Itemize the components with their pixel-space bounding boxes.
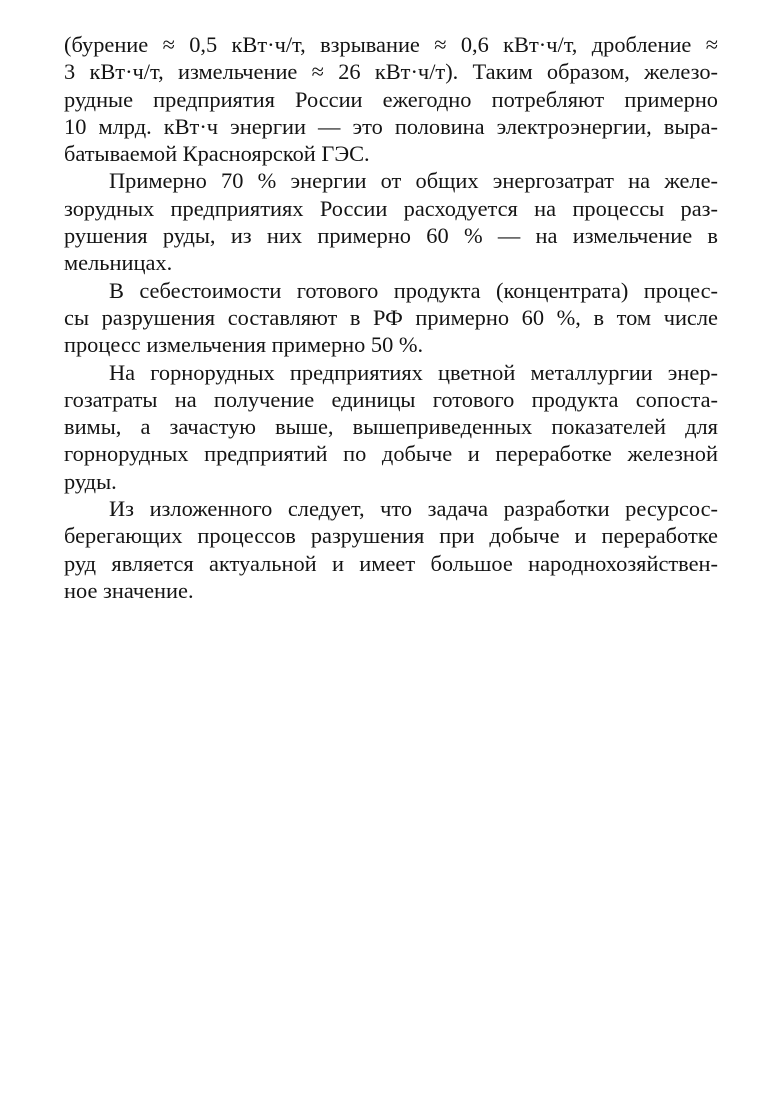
text-line: сы разрушения составляют в РФ примерно 60 %, в том числе xyxy=(64,304,718,330)
document-page xyxy=(64,31,718,604)
text-line: гозатраты на получение единицы готового продукта сопоста- xyxy=(64,386,718,412)
text-line: руд является актуальной и имеет большое народнохозяйствен- xyxy=(64,550,718,576)
text-line: рушения руды, из них примерно 60 % — на измельчение в xyxy=(64,223,718,249)
text-line: рудные предприятия России ежегодно потребляют примерно xyxy=(64,86,718,112)
text-line: руды. xyxy=(64,468,117,494)
paragraph-cost-share xyxy=(64,277,718,359)
paragraph-nonferrous xyxy=(64,359,718,495)
paragraph-conclusion xyxy=(64,495,718,604)
text-line: На горнорудных предприятиях цветной металлургии энер- xyxy=(109,359,718,385)
text-line: 10 млрд. кВт·ч энергии — это половина электроэнергии, выра- xyxy=(64,113,718,139)
text-line: зорудных предприятиях России расходуется на процессы раз- xyxy=(64,195,718,221)
paragraph-energy-consumption xyxy=(64,31,718,167)
text-line: 3 кВт·ч/т, измельчение ≈ 26 кВт·ч/т). Таким образом, железо- xyxy=(64,59,718,85)
text-line: горнорудных предприятий по добыче и переработке железной xyxy=(64,441,718,467)
text-line: (бурение ≈ 0,5 кВт·ч/т, взрывание ≈ 0,6 кВт·ч/т, дробление ≈ xyxy=(64,32,718,57)
text-line: В себестоимости готового продукта (концентрата) процес- xyxy=(109,277,718,303)
text-line: Примерно 70 % энергии от общих энергозатрат на желе- xyxy=(109,168,718,194)
text-line: мельницах. xyxy=(64,250,173,276)
text-line: берегающих процессов разрушения при добыче и переработке xyxy=(64,523,718,549)
paragraph-destruction-share xyxy=(64,167,718,276)
text-line: Из изложенного следует, что задача разработки ресурсос- xyxy=(109,496,718,522)
text-line: процесс измельчения примерно 50 %. xyxy=(64,332,424,358)
text-line: вимы, а зачастую выше, вышеприведенных показателей для xyxy=(64,414,718,440)
text-line: батываемой Красноярской ГЭС. xyxy=(64,141,370,167)
text-line: ное значение. xyxy=(64,577,194,603)
